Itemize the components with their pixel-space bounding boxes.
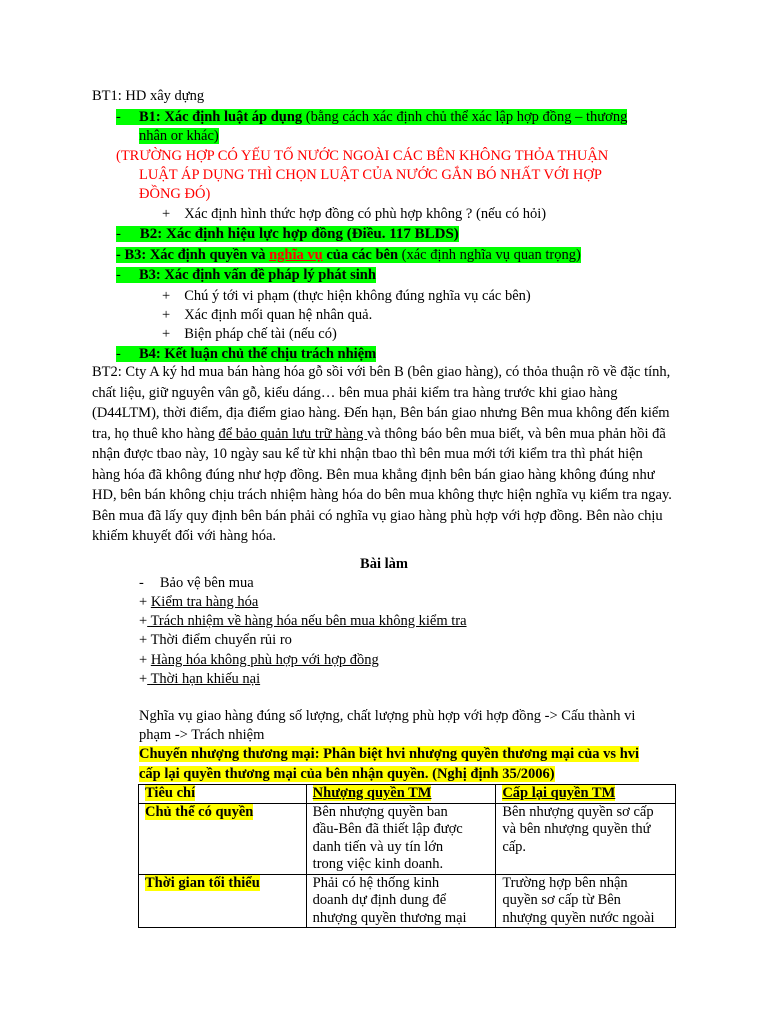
b1-rest: (bằng cách xác định chủ thể xác lập hợp đồng – thương [302, 109, 628, 125]
b3b-plus-3: + Biện pháp chế tài (nếu có) [162, 326, 337, 342]
b1-plus-item: + Xác định hình thức hợp đồng có phù hợp không ? (nếu có hỏi) [162, 206, 547, 222]
yellow-heading-line-2: cấp lại quyền thương mại của bên nhận quyền. (Nghị định 35/2006) [139, 766, 555, 782]
b3b-line: - B3: Xác định vấn đề pháp lý phát sinh [116, 267, 376, 283]
table-header-cell: Cấp lại quyền TM [496, 785, 676, 804]
red-note-line-3: ĐỒNG ĐÓ) [139, 186, 211, 202]
bailam-item-1: + Kiểm tra hàng hóa [139, 594, 259, 610]
bailam-item-2: + Trách nhiệm về hàng hóa nếu bên mua không kiểm tra [139, 613, 467, 629]
b3b-plus-1: + Chú ý tới vi phạm (thực hiện không đúng nghĩa vụ các bên) [162, 288, 531, 304]
yellow-heading-line-1: Chuyển nhượng thương mại: Phân biệt hvi nhượng quyền thương mại của vs hvi [139, 746, 640, 762]
bailam-dash-item: - Bảo vệ bên mua [139, 575, 254, 591]
b1-bold: B1: Xác định luật áp dụng [138, 109, 303, 125]
bailam-heading: Bài làm [360, 556, 408, 572]
bailam-item-4: + Hàng hóa không phù hợp với hợp đồng [139, 652, 379, 668]
comparison-table [138, 784, 676, 928]
b2-bold: B2: Xác định hiệu lực hợp đồng (Điều. 117 BLDS) [139, 226, 459, 242]
table-cell: Phải có hệ thống kinh doanh dự định dung để nhượng quyền thương mại [306, 874, 496, 928]
table-cell: Trường hợp bên nhận quyền sơ cấp từ Bên nhượng quyền nước ngoài [496, 874, 676, 928]
table-header-cell: Nhượng quyền TM [306, 785, 496, 804]
table-row [139, 874, 676, 928]
table-cell: Bên nhượng quyền ban đầu-Bên đã thiết lập được danh tiến và uy tín lớn trong việc kinh doanh. [306, 803, 496, 874]
b1-dash: - [116, 109, 139, 125]
bt2-underline: để bảo quản lưu trữ hàng [218, 425, 368, 442]
bailam-item-5: + Thời hạn khiếu nại [139, 671, 261, 687]
red-note-line-1: (TRƯỜNG HỢP CÓ YẾU TỐ NƯỚC NGOÀI CÁC BÊN KHÔNG THỎA THUẬN [116, 148, 609, 164]
bailam-item-3: + Thời điểm chuyển rủi ro [139, 632, 292, 648]
bt2-paragraph: BT2: Cty A ký hd mua bán hàng hóa gỗ sồi với bên B (bên giao hàng), có thỏa thuận rõ về đặc tính, chất liệu, giữ nguyên vân gỗ, kiểu dáng… bên mua phải kiểm tra hàng trước khi giao hàng (D44LTM), thời điểm, địa điểm giao hàng. Đến hạn, Bên bán giao nhưng Bên mua không đến kiểm tra, họ thuê kho hàng để bảo quản lưu trữ hàng và thông báo bên mua biết, và bên mua phản hồi đã nhận được tbao này, 10 ngày sau kể từ khi nhận tbao thì bên mua mới tới kiểm tra thì phát hiện hàng hóa đã không đúng như hợp đồng. Bên mua khẳng định bên bán giao hàng không đúng như HD, bên bán không chịu trách nhiệm hàng hóa do bên mua không thực hiện nghĩa vụ kiểm tra ngay. Bên mua đã lấy quy định bên bán phải có nghĩa vụ giao hàng phù hợp với hợp đồng. Bên nào chịu khiếm khuyết đối với hàng hóa. [92, 364, 672, 544]
b3a-line: - B3: Xác định quyền và nghĩa vụ của các bên (xác định nghĩa vụ quan trọng) [116, 247, 581, 263]
b1-line [116, 108, 627, 127]
obligation-line-2: phạm -> Trách nhiệm [139, 727, 265, 743]
bt1-title: BT1: HD xây dựng [92, 88, 205, 104]
b3a-red-underline: nghĩa vụ [269, 247, 323, 263]
obligation-line-1: Nghĩa vụ giao hàng đúng số lượng, chất lượng phù hợp với hợp đồng -> Cấu thành vi [139, 708, 636, 724]
b2-line: - B2: Xác định hiệu lực hợp đồng (Điều. 117 BLDS) [116, 226, 459, 242]
table-cell: Bên nhượng quyền sơ cấp và bên nhượng quyền thứ cấp. [496, 803, 676, 874]
b3b-plus-2: + Xác định mối quan hệ nhân quả. [162, 307, 373, 323]
table-cell-label: Thời gian tối thiểu [139, 874, 307, 928]
table-cell-label: Chủ thể có quyền [139, 803, 307, 874]
table-header-cell: Tiêu chí [139, 785, 307, 804]
table-header-row [139, 785, 676, 804]
table-row [139, 803, 676, 874]
b1-line2: nhân or khác) [139, 128, 219, 144]
b4-line: - B4: Kết luận chủ thể chịu trách nhiệm [116, 346, 377, 362]
red-note-line-2: LUẬT ÁP DỤNG THÌ CHỌN LUẬT CỦA NƯỚC GẮN BÓ NHẤT VỚI HỢP [139, 167, 602, 183]
